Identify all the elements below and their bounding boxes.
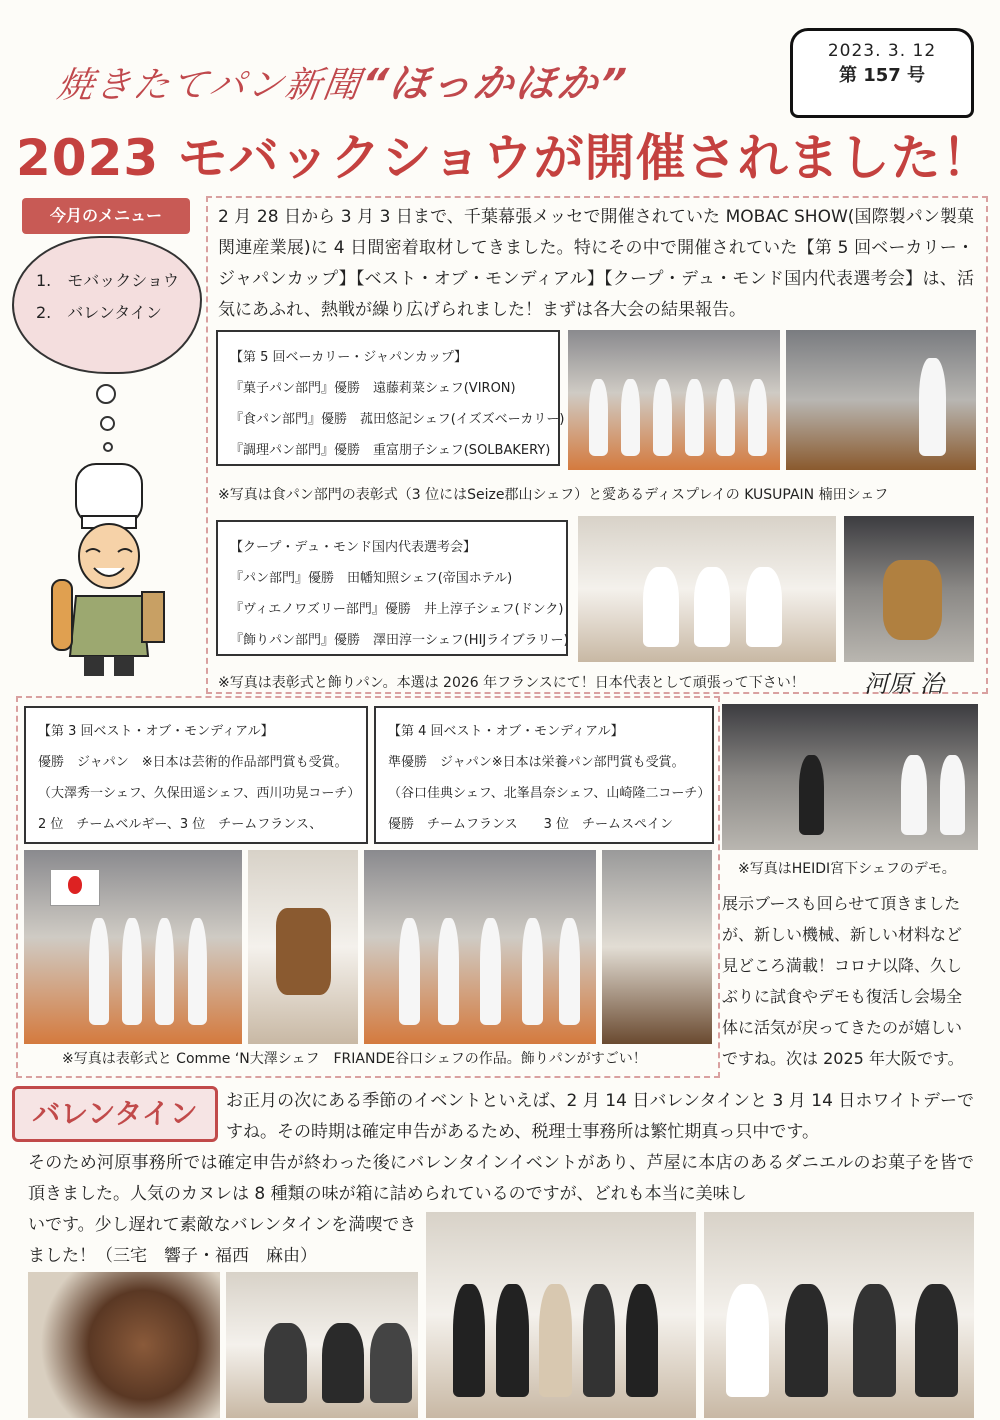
result-line: 『パン部門』優勝 田幡知照シェフ(帝国ホテル) <box>230 571 513 586</box>
photo-award-ceremony <box>568 330 780 470</box>
bom3-results <box>24 706 368 844</box>
headline: 2023 モバックショウが開催されました！ <box>16 129 993 187</box>
result-line: 『ヴィエノワズリー部門』優勝 井上淳子シェフ(ドンク) <box>230 602 564 617</box>
coupe-title: 【クープ・デュ・モンド国内代表選考会】 <box>230 540 476 555</box>
photo-mondial-bread-art <box>248 850 358 1044</box>
valentine-text-1: お正月の次にある季節のイベントといえば、2 月 14 日バレンタインと 3 月 14 日ホワイトデーですね。その時期は確定申告があるため、税理士事務所は繁忙期真っ只中です。 <box>226 1091 974 1142</box>
result-line: 『調理パン部門』優勝 重富朋子シェフ(SOLBAKERY) <box>230 443 551 458</box>
menu-title: 今月のメニュー <box>22 198 190 234</box>
photo-staff-sharing <box>226 1272 418 1418</box>
result-line: 『食パン部門』優勝 菰田悠記シェフ(イズズベーカリー) <box>230 412 565 427</box>
photo-coupe-winners <box>578 516 836 662</box>
masthead-prefix: 焼きたてパン新聞 <box>54 65 365 106</box>
valentine-text-3: いです。少し遅れて素敵なバレンタインを満喫できました！（三宅 響子・福西 麻由） <box>28 1215 417 1266</box>
photo-bread-display <box>786 330 976 470</box>
menu-cloud <box>12 236 202 374</box>
result-line: 準優勝 ジャパン※日本は栄養パン部門賞も受賞。 <box>388 755 685 770</box>
result-line: 優勝 チームフランス 3 位 チームスペイン <box>388 817 674 832</box>
bom3-title: 【第 3 回ベスト・オブ・モンディアル】 <box>38 724 274 739</box>
photo-mondial-breads <box>602 850 712 1044</box>
result-line: 2 位 チームベルギー、3 位 チームフランス、 <box>38 817 323 832</box>
result-line: 『菓子パン部門』優勝 遠藤莉菜シェフ(VIRON) <box>230 381 516 396</box>
mondial-caption: ※写真は表彰式と Comme ‘N大澤シェフ FRIANDE谷口シェフの作品。飾りパンがすごい！ <box>62 1051 647 1067</box>
coupe-caption: ※写真は表彰式と飾りパン。本選は 2026 年フランスにて！日本代表として頑張って下さい！ <box>218 675 805 691</box>
demo-caption: ※写真はHEIDI宮下シェフのデモ。 <box>738 861 956 877</box>
issue-box <box>790 28 974 118</box>
photo-canele-box <box>28 1272 220 1418</box>
photo-staff-cake <box>704 1212 974 1418</box>
thought-bubble <box>96 384 116 404</box>
result-line: 『飾りパン部門』優勝 澤田淳一シェフ(HIJライブラリー) <box>230 633 569 648</box>
menu-item: 1. モバックショウ <box>36 271 179 290</box>
bakery-cup-title: 【第 5 回ベーカリー・ジャパンカップ】 <box>230 350 468 365</box>
photo-heidi-demo <box>722 704 978 850</box>
intro-text: 2 月 28 日から 3 月 3 日まで、千葉幕張メッセで開催されていた MOBAC SHOW(国際製パン製菓関連産業展)に 4 日間密着取材してきました。特にその中で開催されていた【第 5 回ベーカリー・ジャパンカップ】【ベスト・オブ・モンディアル】【クープ・デュ・モンド国内代表選考会】は、活気にあふれ、熱戦が繰り広げられました！まずは各大会の結果報告。 <box>218 207 974 320</box>
menu-item: 2. バレンタイン <box>36 303 162 322</box>
chef-illustration-icon <box>48 456 178 684</box>
result-line: （大澤秀一シェフ、久保田遥シェフ、西川功晃コーチ） <box>38 786 361 801</box>
thought-bubble <box>103 442 113 452</box>
bom4-title: 【第 4 回ベスト・オブ・モンディアル】 <box>388 724 624 739</box>
valentine-text-2: そのため河原事務所では確定申告が終わった後にバレンタインイベントがあり、芦屋に本店のあるダニエルのお菓子を皆で頂きました。人気のカヌレは 8 種類の味が箱に詰められているのですが、どれも本当に美味し <box>28 1153 974 1204</box>
masthead-name: “ほっかほか” <box>358 61 631 107</box>
thought-bubble <box>100 416 115 431</box>
bakery-cup-caption: ※写真は食パン部門の表彰式（3 位にはSeize郡山シェフ）と愛あるディスプレイの KUSUPAIN 楠田シェフ <box>218 487 889 503</box>
photo-decorative-bread <box>844 516 974 662</box>
bom4-results <box>374 706 714 844</box>
issue-date: 2023. 3. 12 <box>827 41 937 61</box>
photo-staff-group <box>426 1212 696 1418</box>
result-line: 優勝 ジャパン ※日本は芸術的作品部門賞も受賞。 <box>38 755 348 770</box>
masthead <box>54 52 632 109</box>
result-line: （谷口佳典シェフ、北峯昌奈シェフ、山崎隆二コーチ） <box>388 786 711 801</box>
valentine-tag: バレンタイン <box>12 1086 218 1142</box>
photo-mondial-japan <box>24 850 242 1044</box>
booth-text: 展示ブースも回らせて頂きましたが、新しい機械、新しい材料など見どころ満載！コロナ以降、久しぶりに試食やデモも復活し会場全体に活気が戻ってきたのが嬉しいですね。次は 2025 年大阪です。 <box>722 894 964 1068</box>
bakery-cup-results <box>216 330 565 466</box>
issue-number: 第 157 号 <box>838 65 926 86</box>
photo-mondial-ceremony <box>364 850 596 1044</box>
signature: 河原 治 <box>864 670 944 698</box>
coupe-results <box>216 520 568 656</box>
